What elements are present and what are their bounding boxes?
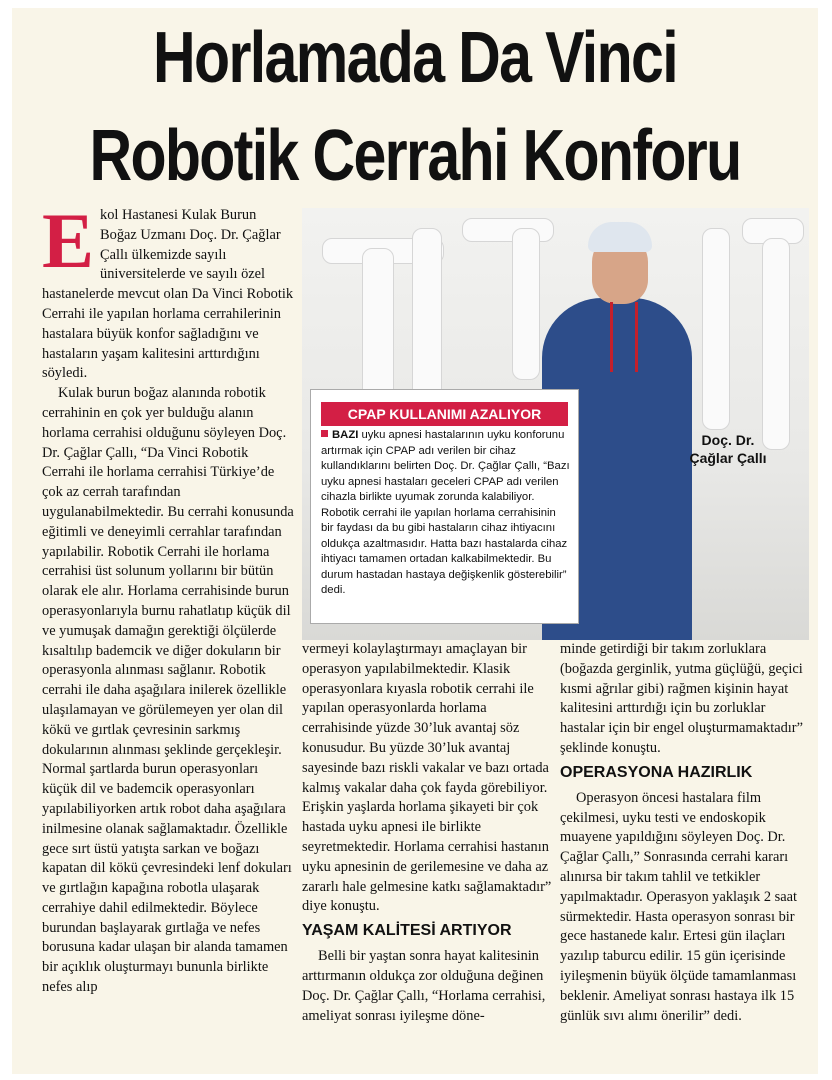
robot-arm-graphic <box>512 228 540 380</box>
lanyard <box>610 302 638 372</box>
article-paragraph: kol Hastanesi Kulak Burun Boğaz Uzmanı Doç. Dr. Çağlar Çallı ülkemizde sayılı üniversitelerde ve sayılı özel hastanelerde mevcut olan Da Vinci Robotik Cerrahi ile yapılan horlama cerrahilerinin hastalara büyük konfor sağladığını ve hastaların yaşam kalitesini arttırdığını söyledi. <box>42 207 294 382</box>
sidebar-box <box>310 389 579 624</box>
article-paragraph: vermeyi kolaylaştırmayı amaçlayan bir operasyon yapılabilmektedir. Klasik operasyonlara kıyasla robotik cerrahi ile yapılan operasyonlarda horlama cerrahisinde yüzde 30’luk avantaj söz konusudur. Bu yüzde 30’luk avantaj sayesinde bazı riskli vakalar ve bazı ortada kalmış vakalar daha çok fayda görebiliyor. Erişkin yaşlarda horlama şikayeti bir çok hastada uyku apnesi ile birlikte seyretmektedir. Horlama cerrahisi hastanın uyku apnesinin de gerilemesine ve daha az zararlı hale gelmesine katkı sağlamaktadır” diye konuştu. <box>302 641 552 915</box>
robot-arm-graphic <box>412 228 442 400</box>
photo-caption <box>668 431 788 467</box>
robot-arm-graphic <box>462 218 554 242</box>
sidebar-title: CPAP KULLANIMI AZALIYOR <box>321 402 568 426</box>
subheading-yasam-kalitesi: YAŞAM KALİTESİ ARTIYOR <box>302 922 512 940</box>
article-paragraph: Operasyon öncesi hastalara film çekilmesi, uyku testi ve endoskopik muayene yapıldığını söyleyen Doç. Dr. Çağlar Çallı,” Sonrasında cerrahi kararı alınırsa bir takım tahlil ve tetkikler yapılmaktadır. Operasyon yaklaşık 2 saat sürmektedir. Hasta operasyon sonrası bir gece hastanede kalır. Ertesi gün ilaçları yazılıp taburcu edilir. 15 gün içerisinde iyileşmenin büyük ölçüde tamamlanması beklenir. Ameliyat sonrası hastaya ilk 15 günlük sıvı alımı önerilir” dedi. <box>560 789 797 1024</box>
robot-arm-graphic <box>702 228 730 430</box>
newspaper-page <box>12 8 818 1074</box>
subheading-operasyona-hazirlik: OPERASYONA HAZIRLIK <box>560 763 753 781</box>
headline-line-2: Robotik Cerrahi Konforu <box>89 116 741 196</box>
robot-arm-graphic <box>762 238 790 450</box>
photo-caption-line-2: Çağlar Çallı <box>689 450 767 466</box>
photo-caption-line-1: Doç. Dr. <box>701 432 755 448</box>
article-paragraph: Belli bir yaştan sonra hayat kalitesinin arttırmanın oldukça zor olduğuna değinen Doç. Dr. Çağlar Çallı, “Horlama cerrahisi, ameliyat sonrası iyileşme döne- <box>302 948 546 1024</box>
sidebar-text-block <box>321 428 570 599</box>
headline-line-1: Horlamada Da Vinci <box>153 18 677 98</box>
article-paragraph: minde getirdiği bir takım zorluklara (boğazda gerginlik, yutma güçlüğü, geçici kısmi ağrılar gibi) rağmen kişinin hayat kalitesini arttırdığı için bu zorluklar hastalar için bir engel oluşturmamaktadır” şeklinde konuştu. <box>560 641 803 756</box>
article-column-3 <box>560 640 810 1066</box>
surgical-cap <box>588 222 652 252</box>
article-paragraph: Kulak burun boğaz alanında robotik cerrahinin en çok yer bulduğu alanın horlama cerrahisi olduğunu söyleyen Doç. Dr. Çağlar Çallı, “Da Vinci Robotik Cerrahi ile horlama cerrahisi Türkiye’de çok az cerrah tarafından uygulanabilmektedir. Bu cerrahi konusunda eğitimli ve deneyimli cerrahlar tarafından yapılabilir. Robotik Cerrahi ile horlama cerrahisi üst solunum yollarını bir bütün olarak ele alır. Horlama cerrahisinde burun operasyonlarıyla burnu rahatlatıp küçük dil ve yumuşak damağın gerektiği ölçülerde kısaltılıp bademcik ve diğer dokuların bir operasyonla alınması sağlanır. Robotik cerrahi ile daha aşağılara inilerek özellikle ulaşılamayan ve görülemeyen yer olan dil kökü ve gırtlak çevresinin sarkmış dokularının alınması şeklinde gerçekleşir. Normal şartlarda burun operasyonları küçük dil ve bademcik operasyonları yapılabiliyorken artık robot daha aşağılara inilmesine olanak sağlamaktadır. Özellikle gece sırt üstü yatışta sarkan ve boğazı kapatan dil kökü çevresindeki lenf dokuları ve gırtlağın kapağına robotla ulaşarak cerrahiye dahil edilmektedir. Böylece burundan başlayarak gırtlağa ve nefes borusuna kadar ulaşan bir alanda tamamen bir açıklık oluşturmayı bununla birlikte nefes alıp <box>42 385 294 996</box>
article-column-1 <box>42 206 294 1066</box>
sidebar-text: uyku apnesi hastalarının uyku konforunu artırmak için CPAP adı verilen bir cihaz kullandıklarını belirten Doç. Dr. Çağlar Çallı, “Bazı uyku apnesi hastaları geceleri CPAP adı verilen cihazla birlikte uyumak zorunda kalabiliyor. Robotik cerrahi ile yapılan horlama cerrahisinin bir faydası da bu gibi hastaların cihaz ihtiyacını oldukça azaltmasıdır. Hatta bazı hastalarda cihaz ihtiyacı tamamen ortadan kalkabilmektedir. Bu durum hastadan hastaya değişkenlik gösterebilir” dedi. <box>321 429 570 596</box>
sidebar-lead-word: BAZI <box>332 429 359 441</box>
drop-cap: E <box>42 206 95 284</box>
bullet-square-icon <box>321 430 328 437</box>
article-column-2 <box>302 640 552 1066</box>
